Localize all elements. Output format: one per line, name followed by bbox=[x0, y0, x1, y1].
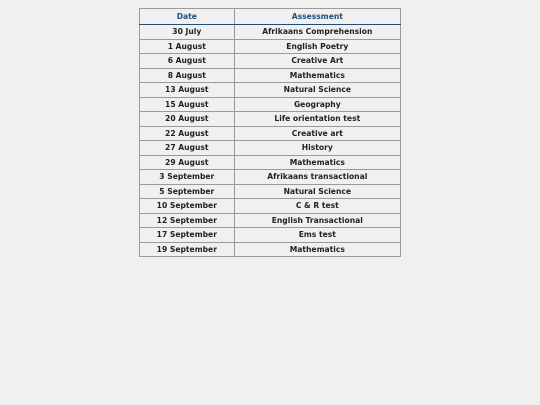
assessment-cell: Geography bbox=[234, 97, 400, 112]
date-cell: 12 September bbox=[140, 213, 235, 228]
table-row bbox=[140, 213, 401, 228]
assessment-cell: Creative Art bbox=[234, 54, 400, 69]
assessment-cell: History bbox=[234, 141, 400, 156]
assessment-cell: Creative art bbox=[234, 126, 400, 141]
assessment-cell: English Transactional bbox=[234, 213, 400, 228]
table-row bbox=[140, 155, 401, 170]
column-header-assessment: Assessment bbox=[234, 9, 400, 25]
assessment-cell: English Poetry bbox=[234, 39, 400, 54]
date-cell: 30 July bbox=[140, 25, 235, 40]
table-row bbox=[140, 141, 401, 156]
date-cell: 5 September bbox=[140, 184, 235, 199]
date-cell: 3 September bbox=[140, 170, 235, 185]
date-cell: 15 August bbox=[140, 97, 235, 112]
date-cell: 6 August bbox=[140, 54, 235, 69]
table-row bbox=[140, 25, 401, 40]
assessment-cell: C & R test bbox=[234, 199, 400, 214]
assessment-cell: Mathematics bbox=[234, 242, 400, 257]
assessment-schedule-table bbox=[139, 8, 401, 257]
date-cell: 10 September bbox=[140, 199, 235, 214]
date-cell: 22 August bbox=[140, 126, 235, 141]
table-row bbox=[140, 68, 401, 83]
assessment-cell: Mathematics bbox=[234, 68, 400, 83]
date-cell: 29 August bbox=[140, 155, 235, 170]
date-cell: 20 August bbox=[140, 112, 235, 127]
assessment-cell: Natural Science bbox=[234, 184, 400, 199]
table-row bbox=[140, 97, 401, 112]
table-row bbox=[140, 184, 401, 199]
date-cell: 17 September bbox=[140, 228, 235, 243]
table-row bbox=[140, 126, 401, 141]
table-row bbox=[140, 54, 401, 69]
table-row bbox=[140, 170, 401, 185]
assessment-cell: Life orientation test bbox=[234, 112, 400, 127]
table-row bbox=[140, 112, 401, 127]
date-cell: 27 August bbox=[140, 141, 235, 156]
date-cell: 8 August bbox=[140, 68, 235, 83]
table-body bbox=[140, 25, 401, 257]
table-row bbox=[140, 228, 401, 243]
assessment-cell: Natural Science bbox=[234, 83, 400, 98]
table-row bbox=[140, 199, 401, 214]
table-row bbox=[140, 242, 401, 257]
date-cell: 13 August bbox=[140, 83, 235, 98]
assessment-cell: Afrikaans transactional bbox=[234, 170, 400, 185]
assessment-cell: Afrikaans Comprehension bbox=[234, 25, 400, 40]
assessment-cell: Mathematics bbox=[234, 155, 400, 170]
table-row bbox=[140, 39, 401, 54]
column-header-date: Date bbox=[140, 9, 235, 25]
assessment-cell: Ems test bbox=[234, 228, 400, 243]
table-row bbox=[140, 83, 401, 98]
table-header-row bbox=[140, 9, 401, 25]
date-cell: 19 September bbox=[140, 242, 235, 257]
date-cell: 1 August bbox=[140, 39, 235, 54]
